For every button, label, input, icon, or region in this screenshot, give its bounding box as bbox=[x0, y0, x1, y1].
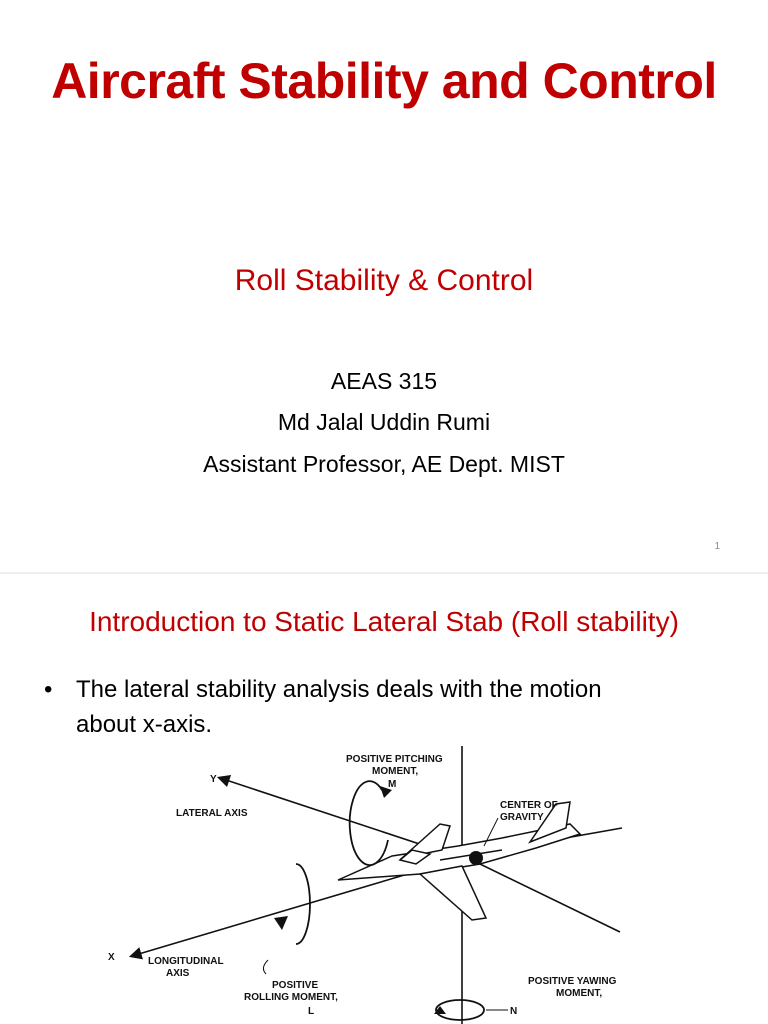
pitch-label-line2: MOMENT, bbox=[372, 766, 419, 777]
course-code: AEAS 315 bbox=[330, 368, 438, 394]
yaw-label-line2: MOMENT, bbox=[556, 988, 603, 999]
author-name: Md Jalal Uddin Rumi bbox=[277, 409, 491, 435]
bullet-text-line2: about x-axis. bbox=[76, 711, 213, 738]
rolling-arrowhead-icon bbox=[274, 916, 288, 930]
pitch-label-line1: POSITIVE PITCHING bbox=[346, 754, 443, 765]
roll-label-line2: ROLLING MOMENT, bbox=[244, 992, 338, 1003]
yawing-moment-arrow bbox=[436, 1000, 484, 1020]
bullet-text-line1: The lateral stability analysis deals with the motion bbox=[76, 676, 602, 703]
yaw-symbol: N bbox=[510, 1006, 518, 1017]
author-position: Assistant Professor, AE Dept. MIST bbox=[203, 451, 565, 477]
presentation-title: Aircraft Stability and Control bbox=[51, 53, 717, 109]
lateral-axis-label: LATERAL AXIS bbox=[176, 808, 248, 819]
presentation-subtitle: Roll Stability & Control bbox=[234, 264, 534, 297]
lateral-axis-extension bbox=[480, 864, 620, 932]
roll-symbol: L bbox=[308, 1006, 315, 1017]
y-axis-label: Y bbox=[210, 774, 217, 785]
yaw-label-line1: POSITIVE YAWING bbox=[528, 976, 617, 987]
cg-label-line1: CENTER OF bbox=[500, 800, 558, 811]
x-axis-label: X bbox=[108, 952, 115, 963]
center-of-gravity-icon bbox=[469, 851, 483, 865]
longitudinal-label-line1: LONGITUDINAL bbox=[148, 956, 224, 967]
pitch-symbol: M bbox=[388, 779, 397, 790]
bullet-icon: • bbox=[44, 676, 53, 703]
aircraft-axes-diagram bbox=[100, 742, 660, 1024]
roll-label-line1: POSITIVE bbox=[272, 980, 319, 991]
content-slide bbox=[0, 574, 768, 1024]
longitudinal-label-line2: AXIS bbox=[166, 968, 190, 979]
cg-label-line2: GRAVITY bbox=[500, 812, 544, 823]
roll-leader-line bbox=[263, 960, 268, 974]
slide-number: 1 bbox=[714, 541, 720, 552]
slide-title: Introduction to Static Lateral Stab (Roll stability) bbox=[89, 606, 679, 637]
